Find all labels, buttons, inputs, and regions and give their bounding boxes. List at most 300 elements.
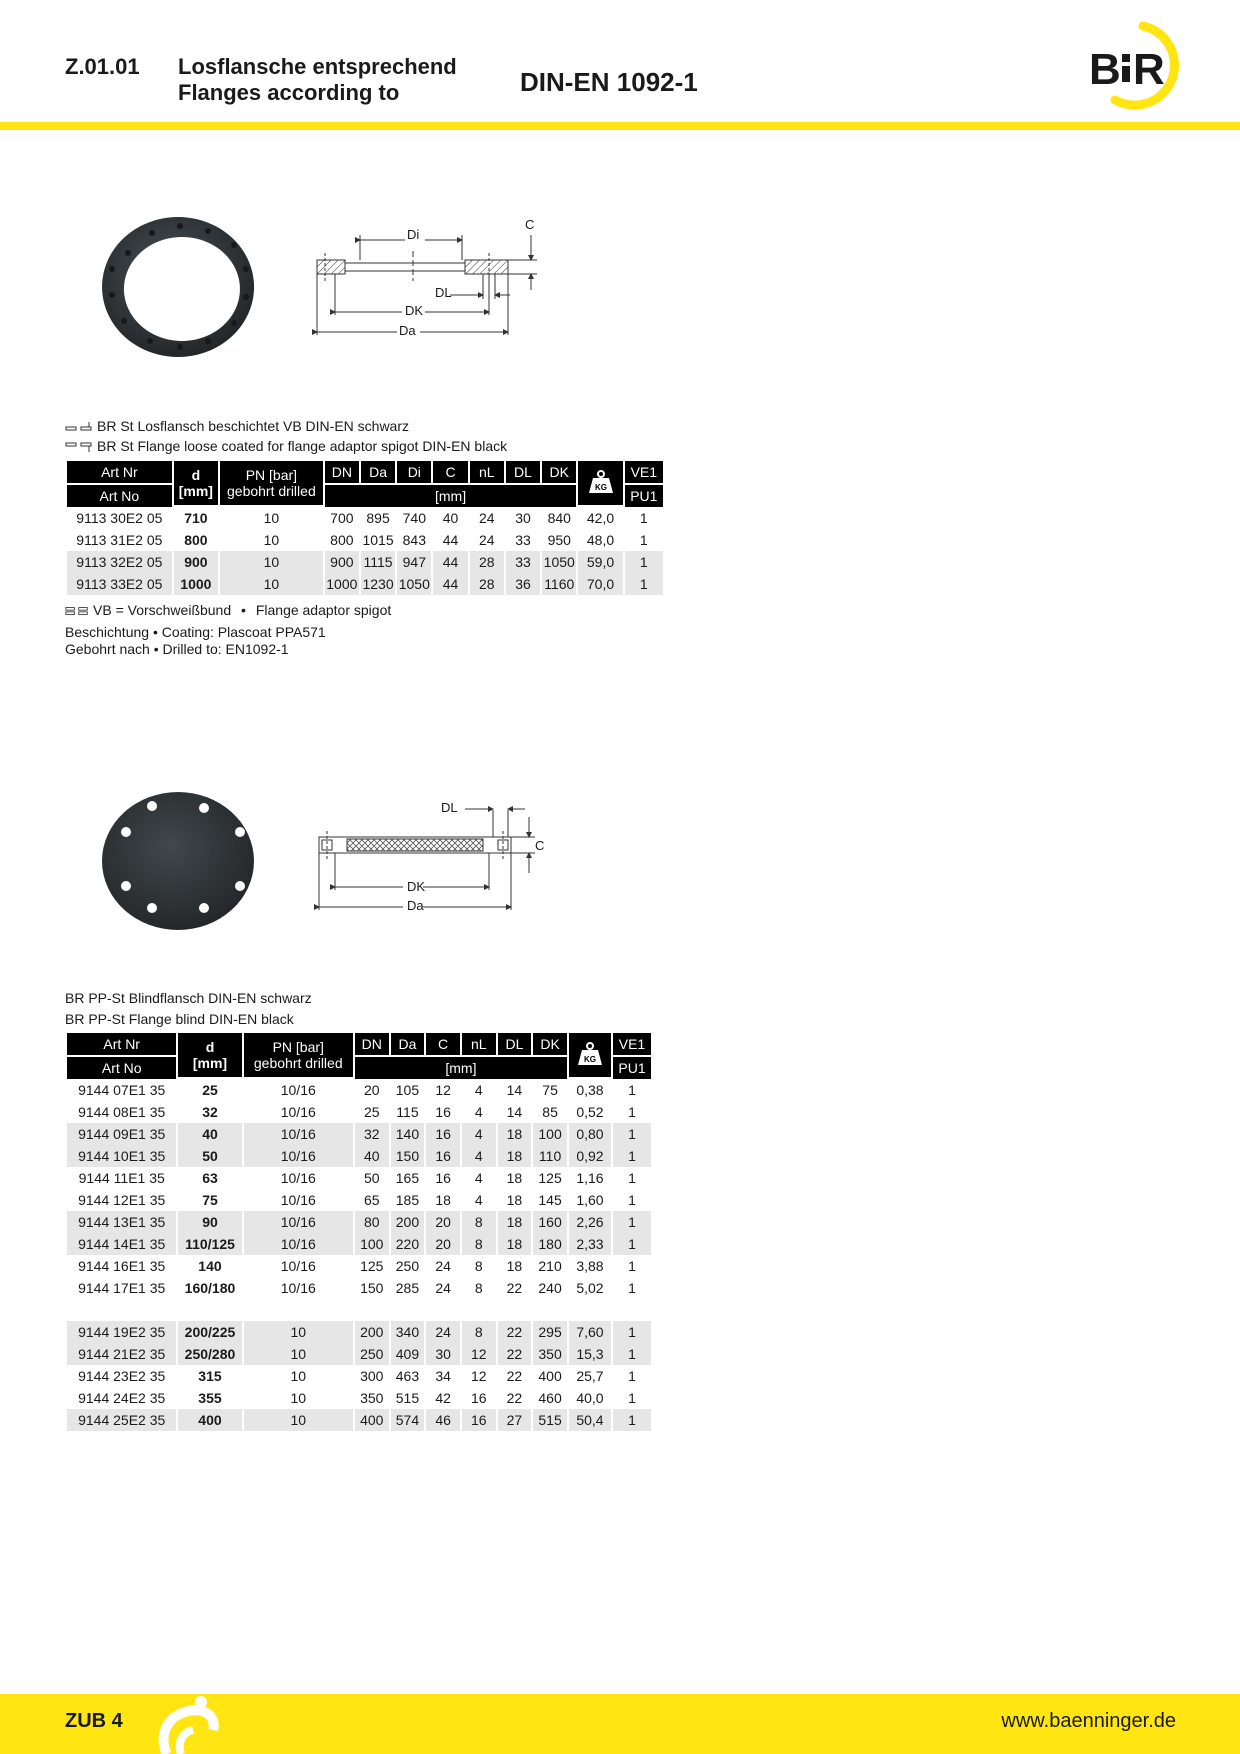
table-cell: 75	[542, 1082, 558, 1098]
table-cell: 36	[506, 573, 540, 595]
table-cell: 700	[330, 510, 354, 526]
svg-text:KG: KG	[583, 1054, 596, 1064]
art-no-header: Art No	[67, 1057, 176, 1079]
table-cell: 18	[498, 1211, 532, 1233]
table-row	[67, 1343, 651, 1365]
table-cell: 10/16	[244, 1233, 353, 1255]
table-cell: 24	[478, 510, 495, 526]
table-cell: 843	[402, 532, 426, 548]
c-header: C	[433, 461, 467, 485]
mm-unit-header: [mm]	[355, 1057, 567, 1079]
table-cell: 10/16	[280, 1280, 316, 1296]
weight-kg-icon	[569, 1033, 611, 1079]
svg-text:Di: Di	[407, 227, 420, 242]
table-cell: 1	[613, 1233, 651, 1255]
table-cell: 1	[613, 1343, 651, 1365]
da-header: Da	[361, 461, 395, 485]
table-cell: 400	[355, 1409, 389, 1431]
drilled-note: Gebohrt nach • Drilled to: EN1092-1	[65, 641, 289, 657]
table-cell: 950	[547, 532, 571, 548]
table-cell: 9113 30E2 05	[76, 510, 163, 526]
table-cell: 9144 08E1 35	[78, 1104, 166, 1120]
table-cell: 9113 31E2 05	[76, 532, 163, 548]
table-row	[67, 1409, 651, 1431]
website-link[interactable]: www.baenninger.de	[1001, 1710, 1176, 1732]
table-cell: 48,0	[586, 532, 615, 548]
dn-header: DN	[355, 1033, 389, 1057]
table-cell: 200/225	[178, 1321, 241, 1343]
table-cell: 30	[515, 510, 531, 526]
table-cell: 24	[426, 1321, 460, 1343]
table-cell: 1	[639, 532, 648, 548]
table-cell: 12	[435, 1082, 451, 1098]
table-cell: 10/16	[244, 1211, 353, 1233]
nl-header: nL	[470, 461, 504, 485]
table-cell	[462, 1299, 496, 1321]
table-cell: 4	[462, 1123, 496, 1145]
table-cell: 10/16	[244, 1123, 353, 1145]
table-cell: 463	[395, 1368, 420, 1384]
table-cell: 8	[462, 1321, 496, 1343]
table-cell: 14	[506, 1104, 523, 1120]
table-cell: 9144 09E1 35	[67, 1123, 176, 1145]
table-cell: 0,38	[576, 1082, 604, 1098]
table-cell: 50,4	[569, 1409, 611, 1431]
table-row	[67, 1101, 651, 1123]
table-cell: 10	[290, 1390, 307, 1406]
table-cell: 10	[244, 1343, 353, 1365]
table-cell: 0,92	[569, 1145, 611, 1167]
table-cell: 1115	[361, 551, 395, 573]
table-cell: 9144 13E1 35	[67, 1211, 176, 1233]
table-cell: 220	[391, 1233, 425, 1255]
ve-header: VE1	[613, 1033, 651, 1057]
table-cell: 1	[613, 1145, 651, 1167]
table-cell: 300	[360, 1368, 384, 1384]
table-cell: 900	[174, 551, 218, 573]
art-nr-header: Art Nr	[67, 461, 172, 485]
svg-text:C: C	[535, 838, 545, 853]
table-cell: 460	[538, 1390, 562, 1406]
table-cell: 2,26	[569, 1211, 611, 1233]
flange-symbol-icon	[65, 604, 89, 618]
table-cell: 4	[462, 1145, 496, 1167]
table-cell: 40	[178, 1123, 241, 1145]
table-cell: 9144 07E1 35	[78, 1082, 166, 1098]
table-row	[67, 1079, 651, 1101]
table-cell: 9144 12E1 35	[78, 1192, 166, 1208]
table-cell: 110	[533, 1145, 567, 1167]
table-cell: 10/16	[280, 1170, 316, 1186]
dl-header: DL	[506, 461, 540, 485]
table-cell: 125	[360, 1258, 384, 1274]
table-row	[67, 1145, 651, 1167]
table-cell: 20	[364, 1082, 380, 1098]
blind-flange-table	[65, 1033, 653, 1431]
table-cell: 1	[625, 573, 663, 595]
table-cell: 1050	[542, 551, 576, 573]
table-cell: 100	[533, 1123, 567, 1145]
table-cell: 90	[178, 1211, 241, 1233]
table-cell: 16	[435, 1170, 451, 1186]
table-cell: 1160	[542, 573, 576, 595]
table-cell: 10	[220, 573, 323, 595]
table-row	[67, 551, 663, 573]
table-row	[67, 1167, 651, 1189]
table-cell: 9113 32E2 05	[67, 551, 172, 573]
table-cell: 18	[506, 1192, 523, 1208]
table-cell: 1000	[174, 573, 218, 595]
table-cell	[426, 1299, 460, 1321]
table-row	[67, 1123, 651, 1145]
table-cell: 1	[613, 1321, 651, 1343]
table-row	[67, 1299, 651, 1321]
table-cell: 515	[395, 1390, 420, 1406]
table-cell: 574	[391, 1409, 425, 1431]
table-cell: 9144 19E2 35	[67, 1321, 176, 1343]
loose-flange-drawing	[305, 215, 545, 345]
nl-header: nL	[462, 1033, 496, 1057]
table-cell: 1	[639, 510, 648, 526]
table-cell: 1000	[325, 573, 359, 595]
table-cell: 24	[435, 1280, 451, 1296]
table-cell: 22	[506, 1368, 523, 1384]
svg-text:Da: Da	[399, 323, 416, 338]
table-cell: 32	[355, 1123, 389, 1145]
c-header: C	[426, 1033, 460, 1057]
table-cell: 18	[498, 1233, 532, 1255]
table-cell: 295	[533, 1321, 567, 1343]
table-cell	[178, 1299, 241, 1321]
table-cell: 710	[184, 510, 208, 526]
svg-text:KG: KG	[594, 482, 607, 492]
table-cell: 1,16	[576, 1170, 604, 1186]
table-cell: 59,0	[578, 551, 622, 573]
table-cell: 50	[364, 1170, 380, 1186]
table-cell: 10	[263, 510, 280, 526]
table-cell: 34	[435, 1368, 451, 1384]
table-cell: 10	[263, 532, 280, 548]
table-cell: 180	[533, 1233, 567, 1255]
title-german: Losflansche entsprechend	[178, 54, 457, 79]
table-cell: 947	[397, 551, 431, 573]
table-cell: 0,52	[576, 1104, 604, 1120]
table-cell: 40	[355, 1145, 389, 1167]
table-cell: 355	[198, 1390, 222, 1406]
table-cell	[67, 1299, 176, 1321]
table-cell: 10	[244, 1321, 353, 1343]
table-cell: 740	[402, 510, 426, 526]
svg-text:Da: Da	[407, 898, 424, 913]
table-cell: 350	[360, 1390, 384, 1406]
table-cell: 10	[290, 1368, 307, 1384]
svg-text:C: C	[525, 217, 535, 232]
mm-unit-header: [mm]	[325, 485, 577, 507]
table-cell: 9144 10E1 35	[67, 1145, 176, 1167]
pn-header: PN [bar] gebohrt drilled	[244, 1033, 353, 1079]
svg-text:B: B	[1089, 45, 1121, 94]
table-cell: 1	[625, 551, 663, 573]
table-cell: 840	[547, 510, 571, 526]
table-cell: 409	[391, 1343, 425, 1365]
table-cell: 250	[395, 1258, 420, 1274]
header-accent-bar	[0, 122, 1240, 130]
table-cell: 4	[474, 1104, 483, 1120]
table-cell: 9113 33E2 05	[67, 573, 172, 595]
table-cell: 400	[538, 1368, 562, 1384]
table-cell: 16	[462, 1409, 496, 1431]
loose-flange-table	[65, 461, 665, 595]
table-cell: 105	[395, 1082, 420, 1098]
table-cell: 9144 24E2 35	[78, 1390, 166, 1406]
table-cell: 1	[628, 1390, 636, 1406]
table-row	[67, 1211, 651, 1233]
table-cell: 9144 17E1 35	[78, 1280, 166, 1296]
table-cell: 515	[533, 1409, 567, 1431]
table-cell: 340	[391, 1321, 425, 1343]
table-cell: 1015	[362, 532, 394, 548]
table-cell: 115	[396, 1104, 419, 1120]
ve-header: VE1	[625, 461, 663, 485]
table-cell: 44	[442, 532, 459, 548]
table-cell	[391, 1299, 425, 1321]
table-cell: 22	[498, 1321, 532, 1343]
table-cell: 16	[435, 1104, 451, 1120]
table-cell: 85	[542, 1104, 558, 1120]
da-header: Da	[391, 1033, 425, 1057]
table-cell: 12	[462, 1343, 496, 1365]
pu-header: PU1	[613, 1057, 651, 1079]
section1-caption-en: BR St Flange loose coated for flange adaptor spigot DIN-EN black	[65, 436, 507, 456]
table-cell	[244, 1299, 353, 1321]
svg-text:DL: DL	[435, 285, 452, 300]
table-cell	[533, 1299, 567, 1321]
table-cell: 28	[470, 573, 504, 595]
table-cell: 25	[202, 1082, 218, 1098]
table-cell: 16	[470, 1390, 487, 1406]
table-cell: 1,60	[576, 1192, 604, 1208]
section1-caption-de: BR St Losflansch beschichtet VB DIN-EN schwarz	[65, 416, 409, 436]
table-cell: 70,0	[578, 573, 622, 595]
table-cell: 30	[426, 1343, 460, 1365]
table-cell: 800	[330, 532, 354, 548]
table-cell: 150	[360, 1280, 384, 1296]
table-cell: 800	[184, 532, 208, 548]
dl-header: DL	[498, 1033, 532, 1057]
section2-caption-de: BR PP-St Blindflansch DIN-EN schwarz	[65, 990, 312, 1006]
table-cell: 160	[533, 1211, 567, 1233]
table-cell: 10	[244, 1409, 353, 1431]
vb-note: VB = Vorschweißbund • Flange adaptor spigot	[65, 602, 391, 619]
table-cell: 350	[533, 1343, 567, 1365]
table-cell: 33	[515, 532, 531, 548]
table-cell: 24	[478, 532, 495, 548]
table-cell: 5,02	[576, 1280, 604, 1296]
table-cell: 44	[433, 551, 467, 573]
section-code: Z.01.01	[65, 54, 140, 79]
table-cell: 1050	[397, 573, 431, 595]
table-cell: 18	[435, 1192, 451, 1208]
table-cell: 210	[538, 1258, 562, 1274]
table-row	[67, 1255, 651, 1277]
norm-title: DIN-EN 1092-1	[520, 67, 698, 97]
table-row	[67, 1277, 651, 1299]
table-cell: 1	[628, 1280, 636, 1296]
table-cell: 1	[628, 1368, 636, 1384]
page-number: ZUB 4	[65, 1710, 123, 1732]
table-cell: 40,0	[576, 1390, 604, 1406]
section2-caption-en: BR PP-St Flange blind DIN-EN black	[65, 1011, 294, 1027]
table-cell: 22	[498, 1343, 532, 1365]
table-cell: 8	[474, 1280, 483, 1296]
blind-flange-drawing	[305, 795, 545, 915]
table-cell: 18	[498, 1145, 532, 1167]
svg-text:DK: DK	[407, 879, 426, 894]
table-cell: 900	[325, 551, 359, 573]
table-cell: 25	[364, 1104, 380, 1120]
table-row	[67, 1321, 651, 1343]
company-logo	[1085, 20, 1185, 110]
table-cell: 185	[395, 1192, 420, 1208]
table-cell: 20	[426, 1233, 460, 1255]
table-row	[67, 1189, 651, 1211]
table-cell: 10/16	[280, 1082, 316, 1098]
table-cell: 10/16	[244, 1145, 353, 1167]
table-cell: 25,7	[576, 1368, 604, 1384]
table-cell: 63	[202, 1170, 218, 1186]
table-cell: 125	[538, 1170, 562, 1186]
table-cell: 10/16	[280, 1258, 316, 1274]
table-cell: 22	[506, 1280, 523, 1296]
table-cell: 65	[364, 1192, 380, 1208]
table-cell: 42	[435, 1390, 451, 1406]
dn-header: DN	[325, 461, 359, 485]
di-header: Di	[397, 461, 431, 485]
flange-symbol-icon	[65, 420, 93, 434]
table-cell: 400	[178, 1409, 241, 1431]
table-cell: 8	[462, 1211, 496, 1233]
table-cell	[613, 1299, 651, 1321]
table-cell: 1	[613, 1123, 651, 1145]
table-cell: 80	[355, 1211, 389, 1233]
table-cell: 50	[178, 1145, 241, 1167]
coating-note: Beschichtung • Coating: Plascoat PPA571	[65, 624, 326, 640]
dk-header: DK	[542, 461, 576, 485]
table-cell: 4	[474, 1192, 483, 1208]
table-cell: 3,88	[576, 1258, 604, 1274]
table-cell: 9144 16E1 35	[78, 1258, 166, 1274]
d-header: d [mm]	[174, 461, 218, 507]
table-cell: 10/16	[280, 1192, 316, 1208]
table-cell: 250/280	[178, 1343, 241, 1365]
table-cell: 1	[628, 1258, 636, 1274]
table-cell: 18	[506, 1170, 523, 1186]
table-row	[67, 1365, 651, 1387]
loose-flange-image	[100, 213, 260, 361]
blind-flange-image	[100, 790, 260, 932]
table-cell: 140	[198, 1258, 222, 1274]
table-cell: 18	[506, 1258, 523, 1274]
table-cell: 8	[474, 1258, 483, 1274]
svg-text:DK: DK	[405, 303, 424, 318]
table-cell	[355, 1299, 389, 1321]
table-cell: 240	[538, 1280, 562, 1296]
table-cell: 1	[628, 1170, 636, 1186]
dk-header: DK	[533, 1033, 567, 1057]
table-cell: 200	[391, 1211, 425, 1233]
table-cell: 9144 11E1 35	[78, 1170, 165, 1186]
table-cell: 18	[498, 1123, 532, 1145]
table-cell: 4	[474, 1082, 483, 1098]
table-cell: 2,33	[569, 1233, 611, 1255]
table-cell: 22	[506, 1390, 523, 1406]
table-row	[67, 507, 663, 529]
pu-header: PU1	[625, 485, 663, 507]
d-header: d [mm]	[178, 1033, 241, 1079]
table-cell: 1	[628, 1104, 636, 1120]
table-cell: 44	[433, 573, 467, 595]
table-cell: 46	[426, 1409, 460, 1431]
table-row	[67, 573, 663, 595]
table-cell: 33	[506, 551, 540, 573]
svg-text:R: R	[1133, 45, 1165, 94]
table-cell: 9144 23E2 35	[78, 1368, 166, 1384]
table-cell	[498, 1299, 532, 1321]
footer-swirl-logo	[155, 1694, 225, 1754]
svg-text:DL: DL	[441, 800, 458, 815]
title-english: Flanges according to	[178, 80, 400, 105]
table-cell: 28	[470, 551, 504, 573]
table-cell: 0,80	[569, 1123, 611, 1145]
table-cell: 14	[506, 1082, 523, 1098]
table-cell: 16	[426, 1145, 460, 1167]
flange-symbol-icon	[65, 440, 93, 454]
table-cell: 1230	[361, 573, 395, 595]
table-cell: 150	[391, 1145, 425, 1167]
table-cell: 12	[470, 1368, 487, 1384]
table-cell: 16	[426, 1123, 460, 1145]
art-nr-header: Art Nr	[67, 1033, 176, 1057]
table-row	[67, 529, 663, 551]
table-cell	[569, 1299, 611, 1321]
table-cell: 9144 21E2 35	[67, 1343, 176, 1365]
table-row	[67, 1387, 651, 1409]
table-cell: 9144 25E2 35	[67, 1409, 176, 1431]
table-row	[67, 1233, 651, 1255]
table-cell: 1	[628, 1082, 636, 1098]
table-cell: 250	[355, 1343, 389, 1365]
table-cell: 20	[426, 1211, 460, 1233]
table-cell: 75	[202, 1192, 218, 1208]
table-cell: 24	[435, 1258, 451, 1274]
art-no-header: Art No	[67, 485, 172, 507]
weight-kg-icon	[578, 461, 622, 507]
table-cell: 200	[355, 1321, 389, 1343]
table-cell: 4	[474, 1170, 483, 1186]
table-cell: 100	[355, 1233, 389, 1255]
table-cell: 110/125	[178, 1233, 241, 1255]
table-cell: 160/180	[184, 1280, 236, 1296]
table-cell: 10/16	[280, 1104, 316, 1120]
table-cell: 1	[628, 1192, 636, 1208]
table-cell: 32	[202, 1104, 218, 1120]
table-cell: 165	[395, 1170, 420, 1186]
table-cell: 145	[538, 1192, 562, 1208]
table-cell: 140	[391, 1123, 425, 1145]
table-cell: 895	[366, 510, 390, 526]
table-cell: 315	[198, 1368, 222, 1384]
table-cell: 42,0	[586, 510, 615, 526]
